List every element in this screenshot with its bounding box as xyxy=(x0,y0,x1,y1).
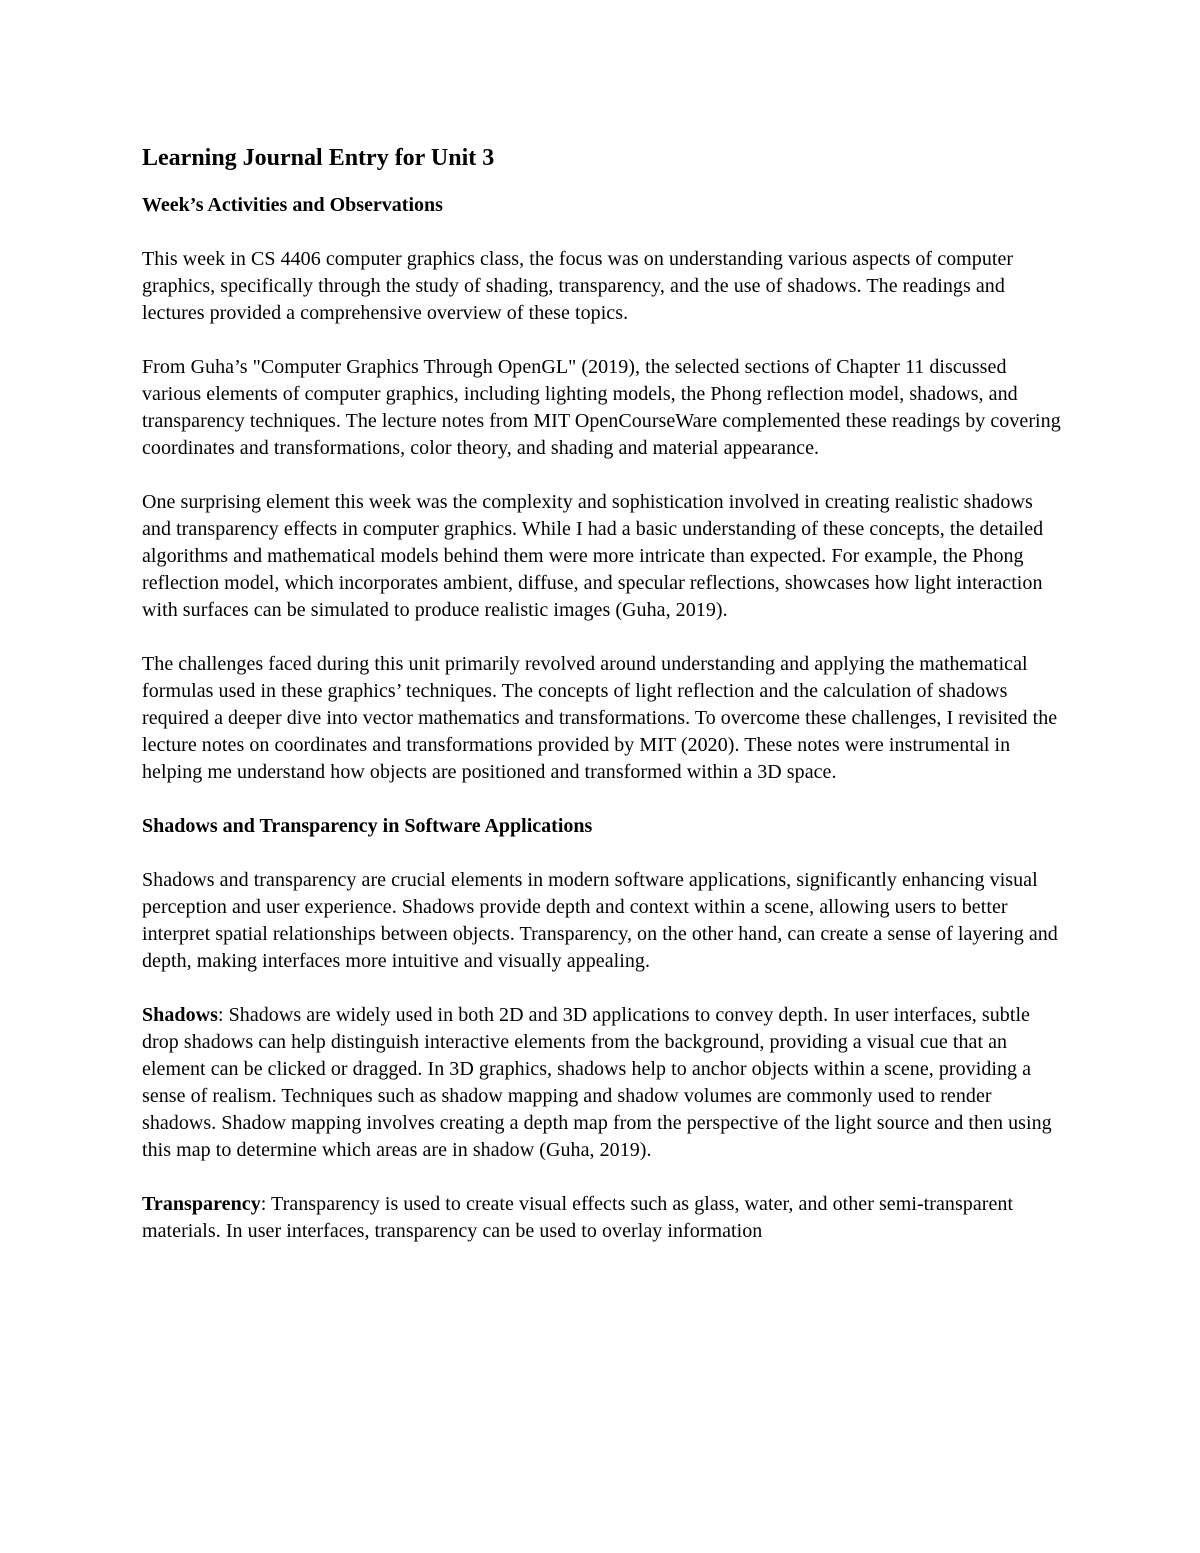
paragraph: The challenges faced during this unit primarily revolved around understanding and applying the mathematical formulas used in these graphics’ techniques. The concepts of light reflection and the calculation of shadows required a deeper dive into vector mathematics and transformations. To overcome these challenges, I revisited the lecture notes on coordinates and transformations provided by MIT (2020). These notes were instrumental in helping me understand how objects are positioned and transformed within a 3D space. xyxy=(142,653,1058,783)
shadows-text: : Shadows are widely used in both 2D and 3D applications to convey depth. In user interfaces, subtle drop shadows can help distinguish interactive elements from the background, providing a visual cue that an element can be clicked or dragged. In 3D graphics, shadows help to anchor objects within a scene, providing a sense of realism. Techniques such as shadow mapping and shadow volumes are commonly used to render shadows. Shadow mapping involves creating a depth map from the perspective of the light source and then using this map to determine which areas are in shadow (Guha, 2019). xyxy=(142,1004,1052,1161)
paragraph: Shadows and transparency are crucial elements in modern software applications, significantly enhancing visual perception and user experience. Shadows provide depth and context within a scene, allowing users to better interpret spatial relationships between objects. Transparency, on the other hand, can create a sense of layering and depth, making interfaces more intuitive and visually appealing. xyxy=(142,869,1058,972)
paragraph: This week in CS 4406 computer graphics class, the focus was on understanding various aspects of computer graphics, specifically through the study of shading, transparency, and the use of shadows. The readings and lectures provided a comprehensive overview of these topics. xyxy=(142,248,1014,324)
document-body xyxy=(142,138,1062,1272)
paragraph: One surprising element this week was the complexity and sophistication involved in creating realistic shadows and transparency effects in computer graphics. While I had a basic understanding of these concepts, the detailed algorithms and mathematical models behind them were more intricate than expected. For example, the Phong reflection model, which incorporates ambient, diffuse, and specular reflections, showcases how light interaction with surfaces can be simulated to produce realistic images (Guha, 2019). xyxy=(142,491,1044,621)
section-heading-shadows-transparency: Shadows and Transparency in Software Applications xyxy=(142,815,593,837)
section-heading-activities: Week’s Activities and Observations xyxy=(142,194,443,216)
transparency-paragraph xyxy=(142,1191,1062,1245)
transparency-term: Transparency xyxy=(142,1193,261,1215)
document-title: Learning Journal Entry for Unit 3 xyxy=(142,145,495,171)
transparency-text: : Transparency is used to create visual effects such as glass, water, and other semi-transparent materials. In user interfaces, transparency can be used to overlay information xyxy=(142,1193,1014,1242)
paragraph: From Guha’s "Computer Graphics Through OpenGL" (2019), the selected sections of Chapter 11 discussed various elements of computer graphics, including lighting models, the Phong reflection model, shadows, and transparency techniques. The lecture notes from MIT OpenCourseWare complemented these readings by covering coordinates and transformations, color theory, and shading and material appearance. xyxy=(142,356,1061,459)
shadows-term: Shadows xyxy=(142,1004,218,1026)
shadows-paragraph xyxy=(142,1002,1062,1164)
